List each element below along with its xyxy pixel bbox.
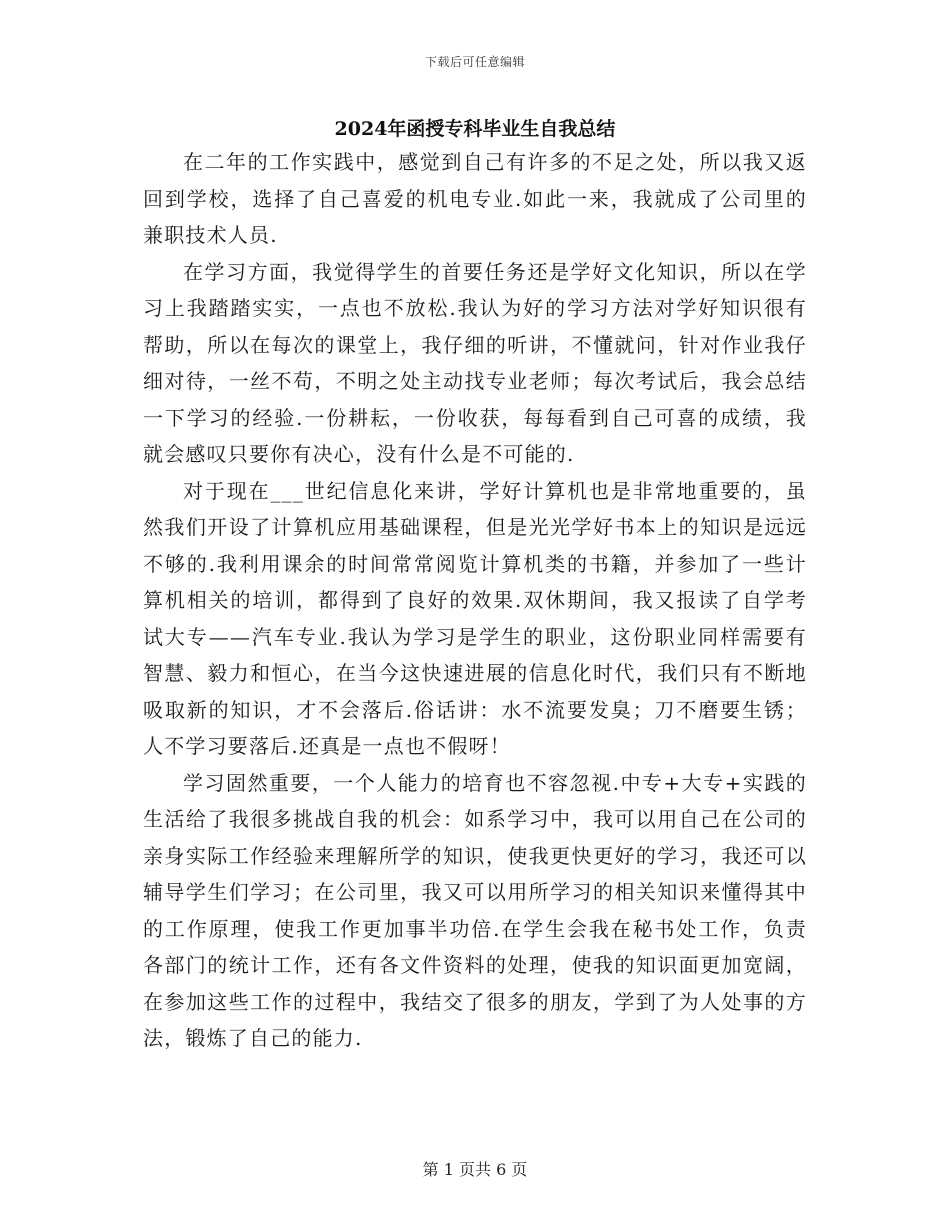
paragraph-3: 对于现在___世纪信息化来讲，学好计算机也是非常地重要的，虽然我们开设了计算机应用基础课程，但是光光学好书本上的知识是远远不够的.我利用课余的时间常常阅览计算机类的书籍，并参加了一些计算机相关的培训，都得到了良好的效果.双休期间，我又报读了自学考试大专——汽车专业.我认为学习是学生的职业，这份职业同样需要有智慧、毅力和恒心，在当今这快速进展的信息化时代，我们只有不断地吸取新的知识，才不会落后.俗话讲：水不流要发臭；刀不磨要生锈；人不学习要落后.还真是一点也不假呀！	[143, 478, 807, 758]
paragraph-2: 在学习方面，我觉得学生的首要任务还是学好文化知识，所以在学习上我踏踏实实，一点也不放松.我认为好的学习方法对学好知识很有帮助，所以在每次的课堂上，我仔细的听讲，不懂就问，针对作业我仔细对待，一丝不苟，不明之处主动找专业老师；每次考试后，我会总结一下学习的经验.一份耕耘，一份收获，每每看到自己可喜的成绩，我就会感叹只要你有决心，没有什么是不可能的.	[143, 259, 807, 466]
document-body	[143, 144, 807, 1057]
page-number: 第 1 页共 6 页	[422, 1160, 528, 1179]
paragraph-4: 学习固然重要，一个人能力的培育也不容忽视.中专+大专+实践的生活给了我很多挑战自我的机会：如系学习中，我可以用自己在公司的亲身实际工作经验来理解所学的知识，使我更快更好的学习，我还可以辅导学生们学习；在公司里，我又可以用所学习的相关知识来懂得其中的工作原理，使我工作更加事半功倍.在学生会我在秘书处工作，负责各部门的统计工作，还有各文件资料的处理，使我的知识面更加宽阔，在参加这些工作的过程中，我结交了很多的朋友，学到了为人处事的方法，锻炼了自己的能力.	[143, 770, 807, 1050]
page-header-note: 下载后可任意编辑	[424, 55, 525, 69]
document-title: 2024年函授专科毕业生自我总结	[334, 118, 616, 140]
paragraph-1: 在二年的工作实践中，感觉到自己有许多的不足之处，所以我又返回到学校，选择了自己喜爱的机电专业.如此一来，我就成了公司里的兼职技术人员.	[143, 150, 807, 247]
